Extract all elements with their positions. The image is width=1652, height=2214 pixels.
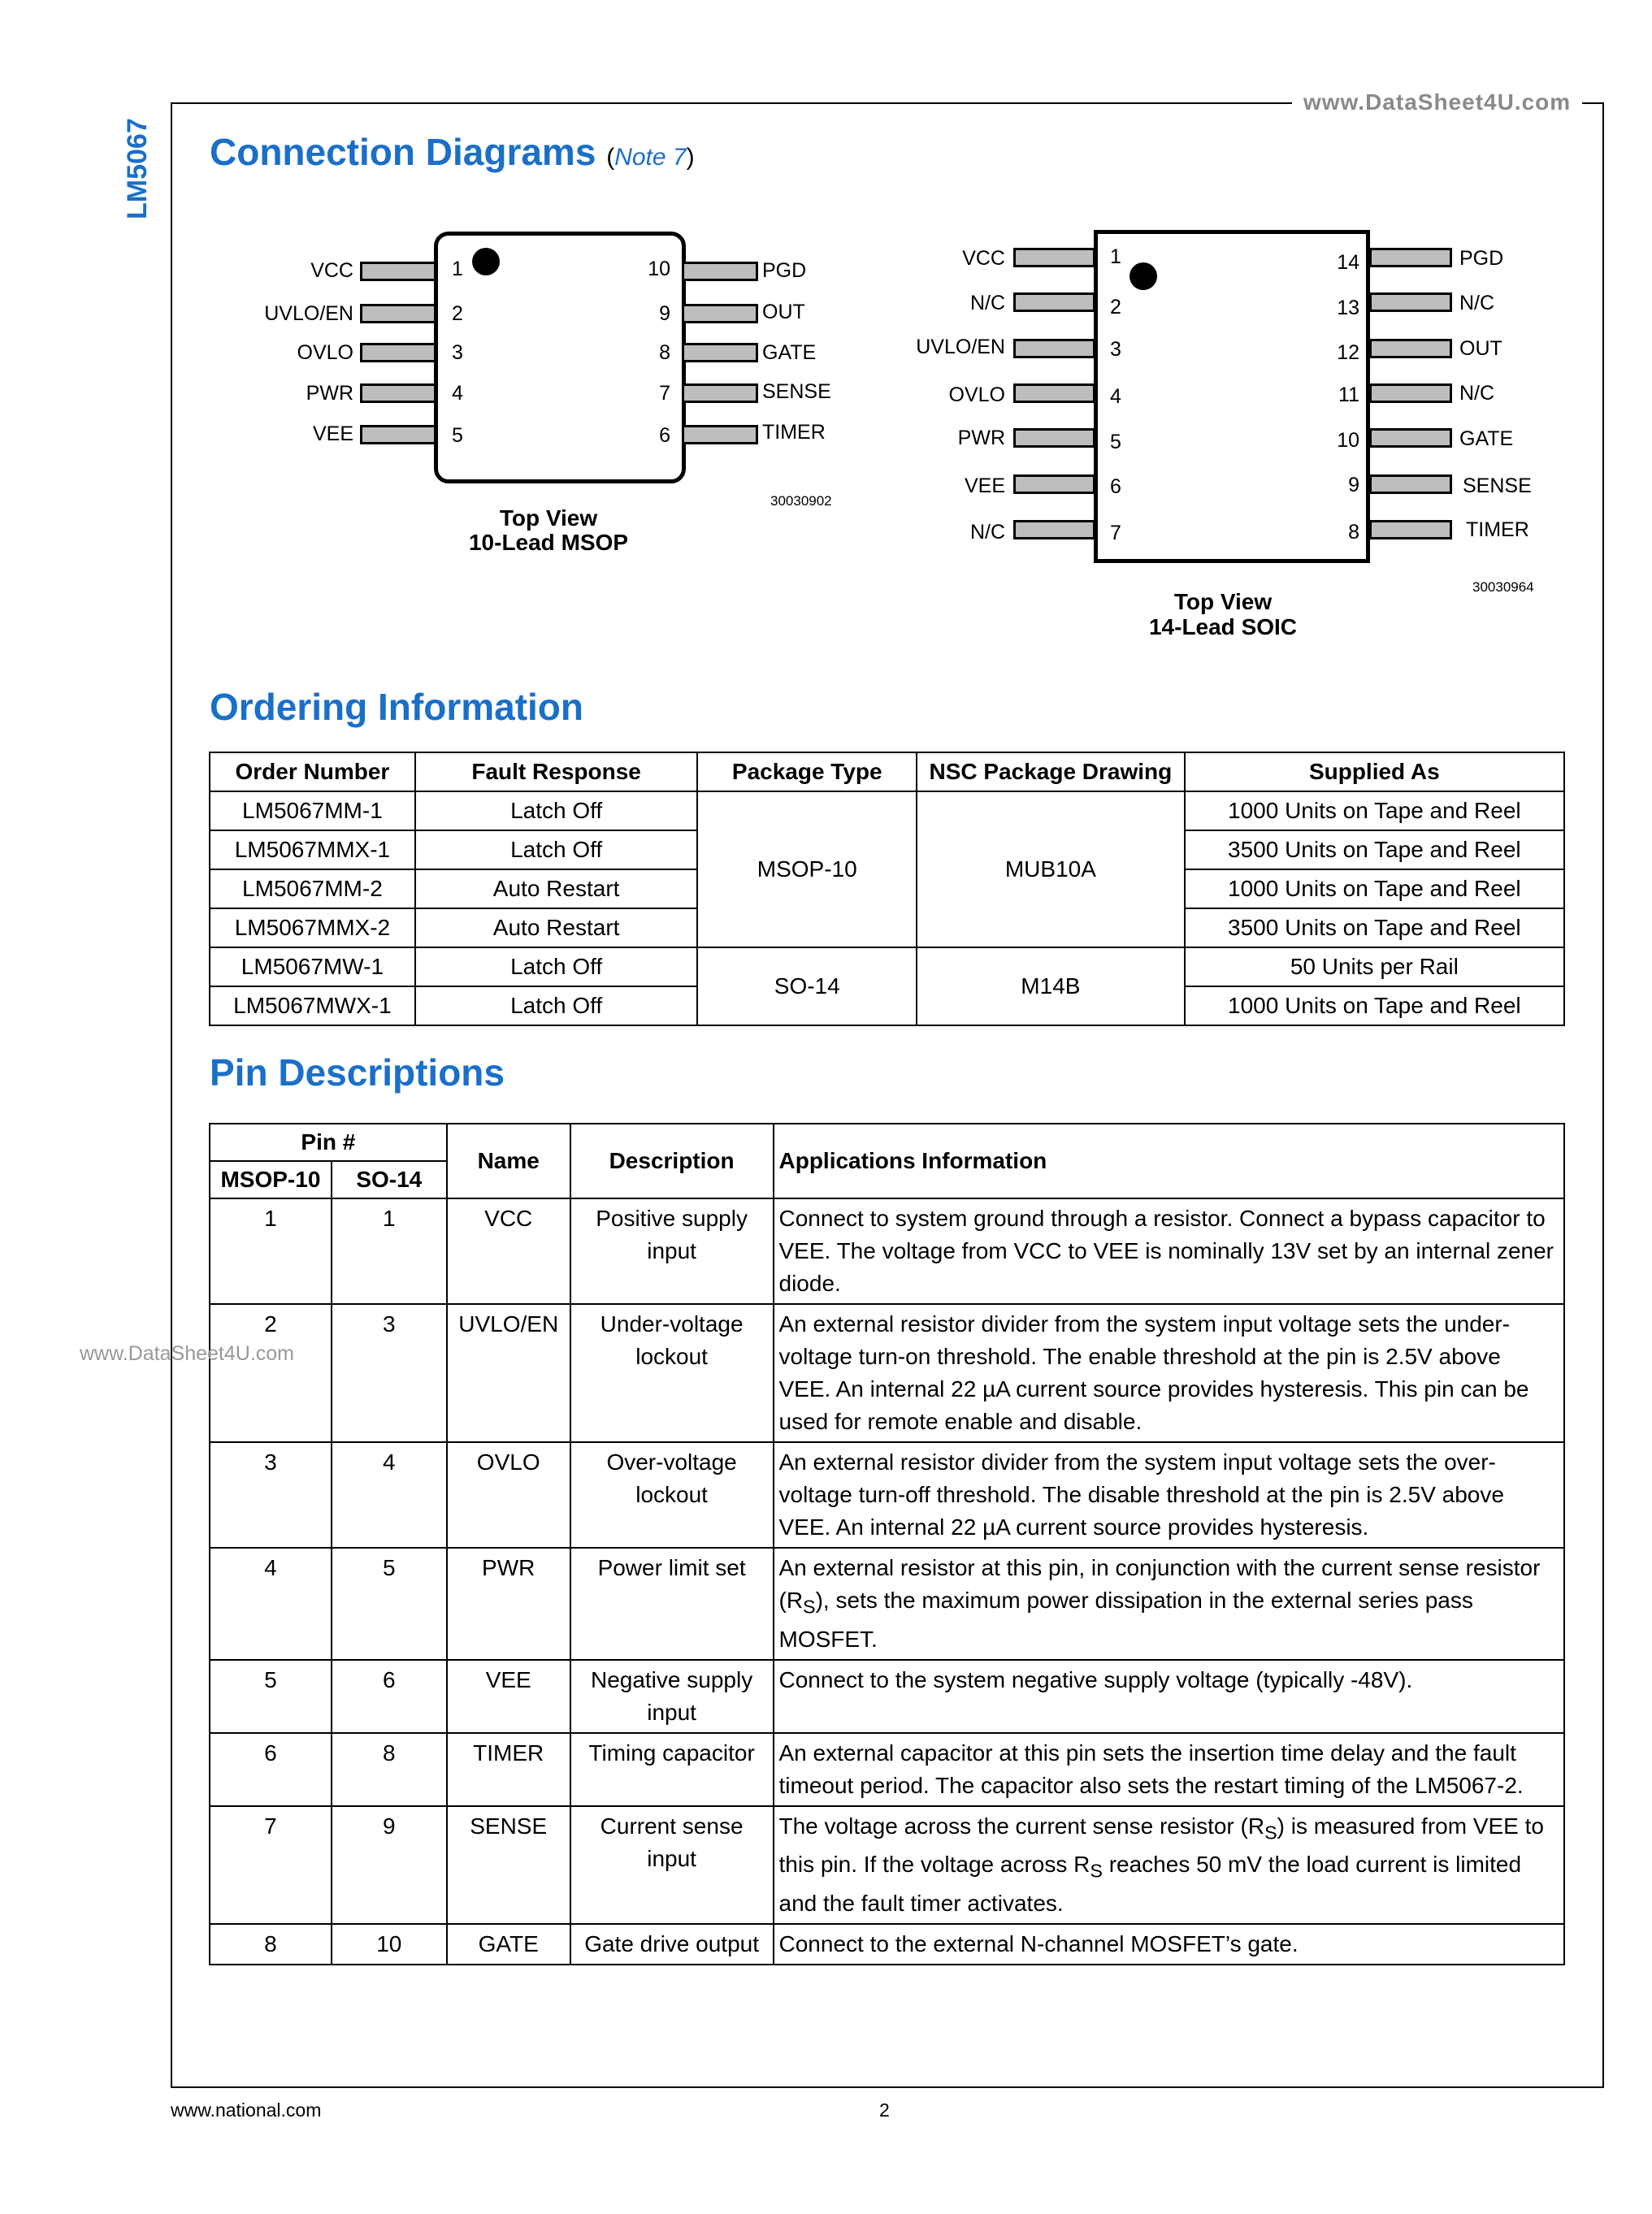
table-row <box>210 791 1564 830</box>
header-description: Description <box>570 1124 774 1198</box>
pin1-dot-icon <box>1130 262 1157 290</box>
fault-response: Latch Off <box>415 791 698 830</box>
soic-left-num: 5 <box>1110 431 1121 453</box>
pin-msop: 5 <box>210 1660 332 1733</box>
pin-so: 1 <box>332 1198 447 1304</box>
fault-response: Auto Restart <box>415 908 698 947</box>
order-number: LM5067MM-2 <box>210 869 415 908</box>
pin-application: Connect to the system negative supply voltage (typically -48V). <box>774 1660 1565 1733</box>
pin-so: 8 <box>332 1733 447 1806</box>
msop-left-num: 5 <box>452 424 463 447</box>
pin-so: 6 <box>332 1660 447 1733</box>
msop-left-num: 3 <box>452 341 463 364</box>
table-row <box>210 947 1564 986</box>
msop-pin-left <box>360 343 436 362</box>
table-row <box>210 1733 1564 1806</box>
msop-right-label: TIMER <box>762 421 826 444</box>
pin-name: UVLO/EN <box>447 1304 570 1442</box>
fault-response: Latch Off <box>415 830 698 869</box>
order-number: LM5067MMX-1 <box>210 830 415 869</box>
msop-right-label: GATE <box>762 341 817 364</box>
msop-left-label: UVLO/EN <box>264 302 353 325</box>
pin-application: An external resistor divider from the system input voltage sets the over-voltage turn-off threshold. The disable threshold at the pin is 2.5V above VEE. An internal 22 µA current source provides hysteresis. <box>774 1442 1565 1548</box>
soic-pin-right <box>1369 383 1452 403</box>
soic-pin-right <box>1369 339 1452 358</box>
fault-response: Auto Restart <box>415 869 698 908</box>
msop-left-num: 4 <box>452 382 463 405</box>
msop-pin-right <box>682 383 758 403</box>
footer-site-link[interactable]: www.national.com <box>171 2099 322 2121</box>
msop-left-label: VCC <box>310 259 353 282</box>
supplied-as: 1000 Units on Tape and Reel <box>1185 986 1564 1025</box>
table-header-row <box>210 752 1564 791</box>
supplied-as: 3500 Units on Tape and Reel <box>1185 830 1564 869</box>
pin-application: Connect to system ground through a resistor. Connect a bypass capacitor to VEE. The voltage from VCC to VEE is nominally 13V set by an internal zener diode. <box>774 1198 1565 1304</box>
pin-description: Current sense input <box>570 1806 774 1924</box>
soic-left-label: N/C <box>969 521 1005 544</box>
header-supplied-as: Supplied As <box>1185 752 1564 791</box>
table-row <box>210 1806 1564 1924</box>
table-row <box>210 1198 1564 1304</box>
pin-name: OVLO <box>447 1442 570 1548</box>
pin1-dot-icon <box>472 248 500 275</box>
soic-right-num: 9 <box>1348 474 1359 496</box>
package-type: MSOP-10 <box>697 791 917 947</box>
connection-title-text: Connection Diagrams <box>210 131 596 173</box>
fault-response: Latch Off <box>415 947 698 986</box>
header-so: SO-14 <box>332 1161 447 1198</box>
pin-msop: 4 <box>210 1548 332 1660</box>
pin-description: Over-voltage lockout <box>570 1442 774 1548</box>
msop-pin-right <box>682 262 758 281</box>
table-row <box>210 1660 1564 1733</box>
pin-so: 3 <box>332 1304 447 1442</box>
pin-application: Connect to the external N-channel MOSFET’s gate. <box>774 1924 1565 1965</box>
msop-left-num: 1 <box>452 258 463 280</box>
soic-pin-left <box>1013 474 1095 494</box>
msop-right-num: 6 <box>659 424 670 447</box>
msop-pin-right <box>682 304 758 323</box>
table-row <box>210 1442 1564 1548</box>
header-nsc-drawing: NSC Package Drawing <box>917 752 1185 791</box>
soic-left-label: VEE <box>964 474 1005 497</box>
pin-description: Positive supply input <box>570 1198 774 1304</box>
pin-descriptions-title: Pin Descriptions <box>210 1051 505 1094</box>
soic-right-label: GATE <box>1459 427 1514 450</box>
pin-msop: 1 <box>210 1198 332 1304</box>
pin-name: PWR <box>447 1548 570 1660</box>
soic-pin-left <box>1013 248 1095 267</box>
watermark-top: www.DataSheet4U.com <box>1292 89 1582 115</box>
msop-pin-left <box>360 262 436 281</box>
soic-pin-left <box>1013 292 1095 312</box>
msop-right-num: 9 <box>659 302 670 325</box>
pin-msop: 7 <box>210 1806 332 1924</box>
soic-right-label: PGD <box>1459 247 1504 270</box>
pin-name: VCC <box>447 1198 570 1304</box>
msop-pin-left <box>360 383 436 403</box>
msop-right-num: 8 <box>659 341 670 364</box>
header-fault-response: Fault Response <box>415 752 698 791</box>
soic-right-label: OUT <box>1459 337 1502 360</box>
msop-pin-right <box>682 343 758 362</box>
msop-left-label: PWR <box>306 382 353 405</box>
supplied-as: 3500 Units on Tape and Reel <box>1185 908 1564 947</box>
soic-left-num: 6 <box>1110 475 1121 498</box>
msop-left-label: VEE <box>312 422 353 445</box>
pin-msop: 2 <box>210 1304 332 1442</box>
soic-left-num: 3 <box>1110 338 1121 361</box>
msop-caption-package: 10-Lead MSOP <box>468 530 629 555</box>
table-row <box>210 1924 1564 1965</box>
pin-name: GATE <box>447 1924 570 1965</box>
pin-header-row <box>210 1124 1564 1161</box>
connection-title <box>210 130 695 174</box>
msop-drawing-code: 30030902 <box>770 493 832 509</box>
soic-pin-left <box>1013 428 1095 448</box>
soic-right-label: N/C <box>1459 292 1495 314</box>
pin-application: An external capacitor at this pin sets the insertion time delay and the fault timeout period. The capacitor also sets the restart timing of the LM5067-2. <box>774 1733 1565 1806</box>
supplied-as: 50 Units per Rail <box>1185 947 1564 986</box>
order-number: LM5067MM-1 <box>210 791 415 830</box>
soic-right-num: 14 <box>1337 251 1359 274</box>
msop-caption-view: Top View <box>499 505 598 531</box>
header-order-number: Order Number <box>210 752 415 791</box>
order-number: LM5067MWX-1 <box>210 986 415 1025</box>
pin-so: 9 <box>332 1806 447 1924</box>
pin-name: VEE <box>447 1660 570 1733</box>
soic-drawing-code: 30030964 <box>1472 579 1534 595</box>
pin-table <box>209 1123 1565 1965</box>
side-title: LM5067 <box>122 118 153 219</box>
soic-left-label: OVLO <box>948 383 1005 406</box>
pin-application: An external resistor divider from the system input voltage sets the under-voltage turn-on threshold. The enable threshold at the pin is 2.5V above VEE. An internal 22 µA current source provides hysteresis. This pin can be used for remote enable and disable. <box>774 1304 1565 1442</box>
pin-description: Timing capacitor <box>570 1733 774 1806</box>
soic-left-num: 1 <box>1110 245 1121 268</box>
soic-pin-left <box>1013 520 1095 539</box>
soic-right-label: SENSE <box>1463 474 1532 497</box>
note-ref[interactable]: (Note 7) <box>606 144 695 171</box>
msop-left-num: 2 <box>452 302 463 325</box>
soic-left-num: 7 <box>1110 522 1121 544</box>
header-msop: MSOP-10 <box>210 1161 332 1198</box>
pin-msop: 3 <box>210 1442 332 1548</box>
msop-right-label: OUT <box>762 301 805 323</box>
header-name: Name <box>447 1124 570 1198</box>
soic-left-num: 2 <box>1110 296 1121 318</box>
soic-right-num: 13 <box>1337 297 1359 319</box>
package-drawing: MUB10A <box>917 791 1185 947</box>
table-row <box>210 1304 1564 1442</box>
soic-caption-package: 14-Lead SOIC <box>1148 614 1298 639</box>
page-number: 2 <box>879 2099 890 2121</box>
soic-pin-right <box>1369 428 1452 448</box>
watermark-side: www.DataSheet4U.com <box>80 1342 295 1365</box>
fault-response: Latch Off <box>415 986 698 1025</box>
soic-right-label: N/C <box>1459 382 1495 405</box>
soic-pin-right <box>1369 248 1452 267</box>
soic-left-label: VCC <box>962 247 1005 270</box>
soic-right-num: 11 <box>1338 383 1359 406</box>
pin-description: Negative supply input <box>570 1660 774 1733</box>
soic-pin-left <box>1013 383 1095 403</box>
soic-left-num: 4 <box>1110 385 1121 408</box>
pin-application: The voltage across the current sense resistor $(R_S)$ is measured from VEE to this pin. If the voltage across $R_S$ reaches 50 mV the load current is limited and the fault timer activates. <box>774 1806 1565 1924</box>
supplied-as: 1000 Units on Tape and Reel <box>1185 869 1564 908</box>
msop-right-num: 10 <box>648 258 670 280</box>
pin-so: 10 <box>332 1924 447 1965</box>
soic-right-num: 12 <box>1337 341 1359 364</box>
msop-pin-left <box>360 425 436 444</box>
soic-left-label: UVLO/EN <box>916 336 1005 358</box>
ordering-title: Ordering Information <box>210 686 583 728</box>
soic-pin-right <box>1369 474 1452 494</box>
msop-right-label: PGD <box>762 259 807 282</box>
package-type: SO-14 <box>697 947 917 1025</box>
msop-left-label: OVLO <box>297 341 353 364</box>
pin-description: Power limit set <box>570 1548 774 1660</box>
msop-pin-right <box>682 425 758 444</box>
pin-application: An external resistor at this pin, in conjunction with the current sense resistor $(R_S)$, sets the maximum power dissipation in the external series pass MOSFET. <box>774 1548 1565 1660</box>
soic-pin-left <box>1013 339 1095 358</box>
header-package-type: Package Type <box>697 752 917 791</box>
msop-right-label: SENSE <box>762 380 831 403</box>
pin-description: Gate drive output <box>570 1924 774 1965</box>
supplied-as: 1000 Units on Tape and Reel <box>1185 791 1564 830</box>
soic-pin-right <box>1369 520 1452 539</box>
soic-left-label: PWR <box>957 427 1005 449</box>
pin-so: 4 <box>332 1442 447 1548</box>
header-pin-number: Pin # <box>210 1124 447 1161</box>
pin-msop: 8 <box>210 1924 332 1965</box>
soic-right-num: 8 <box>1348 521 1359 544</box>
soic-right-label: TIMER <box>1466 518 1529 541</box>
soic-caption-view: Top View <box>1173 589 1273 614</box>
soic-pin-right <box>1369 292 1452 312</box>
pin-name: SENSE <box>447 1806 570 1924</box>
pin-msop: 6 <box>210 1733 332 1806</box>
msop-right-num: 7 <box>659 382 670 405</box>
header-applications: Applications Information <box>774 1124 1565 1198</box>
pin-description: Under-voltage lockout <box>570 1304 774 1442</box>
table-row <box>210 1548 1564 1660</box>
ordering-table <box>209 752 1565 1026</box>
order-number: LM5067MW-1 <box>210 947 415 986</box>
msop-pin-left <box>360 304 436 323</box>
package-drawing: M14B <box>917 947 1185 1025</box>
order-number: LM5067MMX-2 <box>210 908 415 947</box>
pin-name: TIMER <box>447 1733 570 1806</box>
pin-so: 5 <box>332 1548 447 1660</box>
soic-left-label: N/C <box>969 292 1005 314</box>
soic-right-num: 10 <box>1337 429 1359 452</box>
